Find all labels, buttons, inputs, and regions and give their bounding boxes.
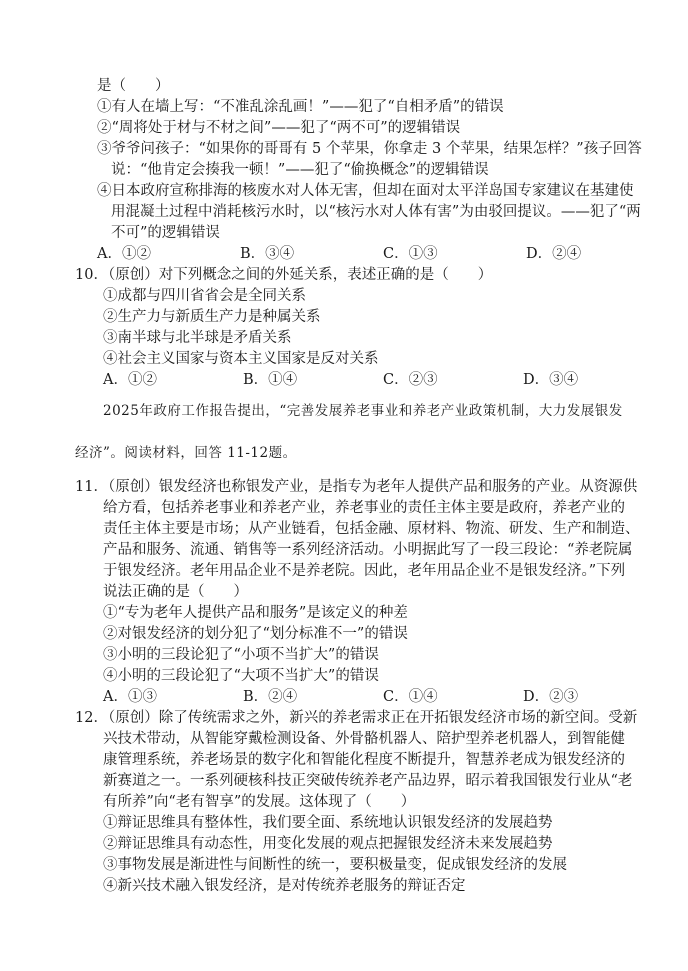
material-line-2: 经济”。阅读材料，回答 11-12题。 <box>75 445 297 461</box>
q12-statement-2: ②辩证思维具有动态性，用变化发展的观点把握银发经济未来发展趋势 <box>103 836 553 852</box>
q11-option-a: A．①③ <box>103 689 157 705</box>
q9-statement-1: ①有人在墙上写：“不准乱涂乱画！”——犯了“自相矛盾”的错误 <box>97 99 504 115</box>
q12-statement-3: ③事物发展是渐进性与间断性的统一，要积极量变，促成银发经济的发展 <box>103 857 567 873</box>
q11-statement-3: ③小明的三段论犯了“小项不当扩大”的错误 <box>103 647 379 663</box>
q11-statement-1: ①“专为老年人提供产品和服务”是该定义的种差 <box>103 605 408 621</box>
q11-option-d: D．②③ <box>523 689 579 705</box>
q9-option-a: A．①② <box>97 246 151 262</box>
q10-option-b: B．①④ <box>243 372 298 388</box>
q12-statement-4: ④新兴技术融入银发经济，是对传统养老服务的辩证否定 <box>103 878 466 894</box>
q12-stem-line-2: 兴技术带动，从智能穿戴检测设备、外骨骼机器人、陪护型养老机器人，到智能健 <box>103 731 625 747</box>
q12-stem-line-5: 有所养”向“老有智享”的发展。这体现了（ ） <box>103 794 416 810</box>
q11-stem-line-4: 产品和服务、流通、销售等一系列经济活动。小明据此写了一段三段论：“养老院属 <box>103 542 633 558</box>
q10-stem: 10．（原创）对下列概念之间的外延关系，表述正确的是（ ） <box>75 267 493 283</box>
q10-statement-1: ①成都与四川省省会是全同关系 <box>103 288 306 304</box>
q10-option-d: D．③④ <box>523 372 579 388</box>
q9-statement-3: ③爷爷问孩子：“如果你的哥哥有 5 个苹果，你拿走 3 个苹果，结果怎样？”孩子回答 <box>97 141 642 157</box>
q9-statement-4: ④日本政府宣称排海的核废水对人体无害，但却在面对太平洋岛国专家建议在基建使 <box>97 183 634 199</box>
q11-statement-4: ④小明的三段论犯了“大项不当扩大”的错误 <box>103 668 379 684</box>
q10-statement-4: ④社会主义国家与资本主义国家是反对关系 <box>103 351 379 367</box>
q11-stem-line-5: 于银发经济。老年用品企业不是养老院。因此，老年用品企业不是银发经济。”下列 <box>103 563 626 579</box>
q9-statement-3-cont: 说：“他肯定会揍我一顿！”——犯了“偷换概念”的逻辑错误 <box>111 162 489 178</box>
q10-option-c: C．②③ <box>383 372 438 388</box>
q10-option-a: A．①② <box>103 372 157 388</box>
q11-stem-line-1: 11．（原创）银发经济也称银发产业，是指专为老年人提供产品和服务的产业。从资源供 <box>75 479 638 495</box>
q9-statement-4-cont2: 不可”的逻辑错误 <box>111 225 220 241</box>
q11-statement-2: ②对银发经济的划分犯了“划分标准不一”的错误 <box>103 626 408 642</box>
q10-statement-2: ②生产力与新质生产力是种属关系 <box>103 309 321 325</box>
q11-stem-line-2: 给方看，包括养老事业和养老产业，养老事业的责任主体主要是政府，养老产业的 <box>103 500 625 516</box>
q9-option-b: B．③④ <box>240 246 295 262</box>
q9-option-d: D．②④ <box>526 246 582 262</box>
q10-statement-3: ③南半球与北半球是矛盾关系 <box>103 330 292 346</box>
q9-stem-tail: 是（ ） <box>97 78 170 94</box>
q12-statement-1: ①辩证思维具有整体性，我们要全面、系统地认识银发经济的发展趋势 <box>103 815 553 831</box>
q9-statement-4-cont: 用混凝土过程中消耗核污水时，以“核污水对人体有害”为由驳回提议。——犯了“两 <box>111 204 641 220</box>
q12-stem-line-4: 新赛道之一。一系列硬核科技正突破传统养老产品边界，昭示着我国银发行业从“老 <box>103 773 633 789</box>
q11-stem-line-6: 说法正确的是（ ） <box>103 584 248 600</box>
q9-option-c: C．①③ <box>383 246 438 262</box>
q12-stem-line-1: 12．（原创）除了传统需求之外，新兴的养老需求正在开拓银发经济市场的新空间。受新 <box>75 710 638 726</box>
q11-option-b: B．②④ <box>243 689 298 705</box>
material-line-1: 2025年政府工作报告提出，“完善发展养老事业和养老产业政策机制，大力发展银发 <box>103 403 623 419</box>
q11-option-c: C．①④ <box>383 689 438 705</box>
q12-stem-line-3: 康管理系统，养老场景的数字化和智能化程度不断提升，智慧养老成为银发经济的 <box>103 752 625 768</box>
q11-stem-line-3: 责任主体主要是市场；从产业链看，包括金融、原材料、物流、研发、生产和制造、 <box>103 521 640 537</box>
q9-statement-2: ②“周将处于材与不材之间”——犯了“两不可”的逻辑错误 <box>97 120 461 136</box>
